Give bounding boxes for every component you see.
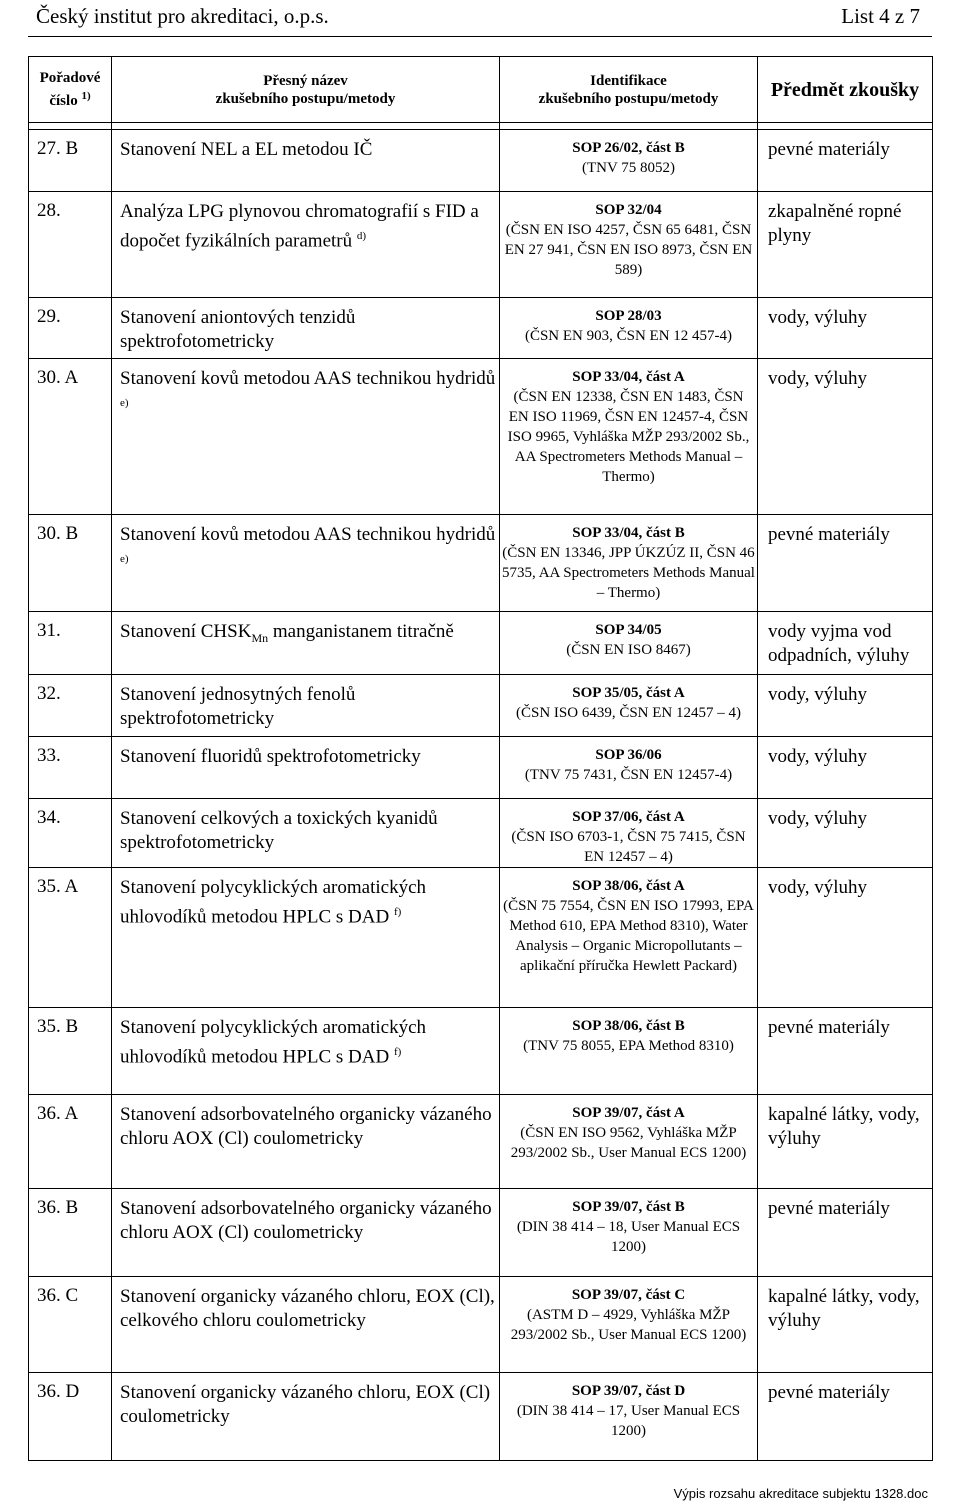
method-identification — [500, 192, 758, 298]
table-row — [29, 737, 933, 799]
method-name: Stanovení polycyklických aromatických uhlovodíků metodou HPLC s DAD $^{f)}$ — [112, 1008, 500, 1095]
method-name: Stanovení NEL a EL metodou IČ — [112, 130, 500, 192]
method-identification — [500, 130, 758, 192]
table-row — [29, 612, 933, 675]
method-name: Stanovení fluoridů spektrofotometricky — [112, 737, 500, 799]
standard-references: (ČSN 75 7554, ČSN EN ISO 17993, EPA Method 610, EPA Method 8310), Water Analysis – Organic Micropollutants – aplikační příručka Hewlett Packard) — [503, 898, 754, 974]
footer-doc-name: Výpis rozsahu akreditace subjektu 1328.doc — [673, 1486, 928, 1501]
row-number: 33. — [29, 737, 112, 799]
sop-code: SOP 33/04, část A — [572, 369, 685, 385]
col-header-subject: Předmět zkoušky — [758, 57, 933, 123]
method-name: Stanovení organicky vázaného chloru, EOX (Cl) coulometricky — [112, 1373, 500, 1461]
test-subject: pevné materiály — [758, 1373, 933, 1461]
row-number: 31. — [29, 612, 112, 675]
standard-references: (ASTM D – 4929, Vyhláška MŽP 293/2002 Sb., User Manual ECS 1200) — [510, 1307, 747, 1343]
row-number: 34. — [29, 799, 112, 868]
method-name: Analýza LPG plynovou chromatografií s FID a dopočet fyzikálních parametrů $^{d)}$ — [112, 192, 500, 298]
standard-references: (ČSN EN 12338, ČSN EN 1483, ČSN EN ISO 11969, ČSN EN 12457-4, ČSN ISO 9965, Vyhláška MŽP 293/2002 Sb., AA Spectrometers Methods Manual – Thermo) — [507, 389, 750, 485]
method-name: Stanovení kovů metodou AAS technikou hydridů $^{e)}$ — [112, 359, 500, 515]
method-name: Stanovení adsorbovatelného organicky vázaného chloru AOX (Cl) coulometricky — [112, 1189, 500, 1277]
sop-code: SOP 28/03 — [595, 308, 662, 324]
table-header-row — [29, 57, 933, 123]
method-name: Stanovení aniontových tenzidů spektrofotometricky — [112, 298, 500, 359]
test-subject: vody, výluhy — [758, 675, 933, 737]
method-identification — [500, 868, 758, 1008]
test-subject: pevné materiály — [758, 1008, 933, 1095]
test-subject: vody, výluhy — [758, 799, 933, 868]
row-number: 30. A — [29, 359, 112, 515]
col-header-name: Přesný název zkušebního postupu/metody — [112, 57, 500, 123]
sop-code: SOP 36/06 — [595, 747, 662, 763]
sop-code: SOP 38/06, část B — [572, 1018, 685, 1034]
row-number: 30. B — [29, 515, 112, 612]
table-row — [29, 298, 933, 359]
test-subject: kapalné látky, vody, výluhy — [758, 1095, 933, 1189]
table-row — [29, 1189, 933, 1277]
standard-references: (DIN 38 414 – 18, User Manual ECS 1200) — [516, 1219, 741, 1255]
test-subject: pevné materiály — [758, 515, 933, 612]
test-subject: vody, výluhy — [758, 868, 933, 1008]
standard-references: (ČSN ISO 6703-1, ČSN 75 7415, ČSN EN 12457 – 4) — [511, 829, 746, 865]
test-subject: zkapalněné ropné plyny — [758, 192, 933, 298]
method-identification — [500, 737, 758, 799]
test-subject: vody, výluhy — [758, 298, 933, 359]
row-number: 35. B — [29, 1008, 112, 1095]
row-number: 36. B — [29, 1189, 112, 1277]
row-number: 29. — [29, 298, 112, 359]
test-subject: pevné materiály — [758, 130, 933, 192]
method-name: Stanovení kovů metodou AAS technikou hydridů $^{e)}$ — [112, 515, 500, 612]
method-identification — [500, 612, 758, 675]
row-number: 36. A — [29, 1095, 112, 1189]
sop-code: SOP 34/05 — [595, 622, 662, 638]
table-row — [29, 1373, 933, 1461]
method-identification — [500, 799, 758, 868]
method-name: Stanovení organicky vázaného chloru, EOX (Cl), celkového chloru coulometricky — [112, 1277, 500, 1373]
sop-code: SOP 35/05, část A — [572, 685, 685, 701]
method-identification — [500, 1189, 758, 1277]
method-name: Stanovení polycyklických aromatických uhlovodíků metodou HPLC s DAD $^{f)}$ — [112, 868, 500, 1008]
sop-code: SOP 39/07, část D — [571, 1383, 686, 1399]
page-indicator: List 4 z 7 — [841, 4, 920, 28]
method-identification — [500, 1277, 758, 1373]
row-number: 28. — [29, 192, 112, 298]
standard-references: (TNV 75 8052) — [581, 160, 676, 176]
footnote-marker: d) — [356, 230, 367, 242]
standard-references: (ČSN EN 903, ČSN EN 12 457-4) — [524, 328, 733, 344]
row-number: 36. D — [29, 1373, 112, 1461]
table-row — [29, 799, 933, 868]
test-subject: kapalné látky, vody, výluhy — [758, 1277, 933, 1373]
table-row — [29, 1095, 933, 1189]
footnote-marker: f) — [393, 906, 402, 918]
standard-references: (ČSN EN ISO 9562, Vyhláška MŽP 293/2002 Sb., User Manual ECS 1200) — [510, 1125, 747, 1161]
standard-references: (TNV 75 8055, EPA Method 8310) — [523, 1038, 734, 1054]
row-number: 36. C — [29, 1277, 112, 1373]
method-name: Stanovení jednosytných fenolů spektrofotometricky — [112, 675, 500, 737]
method-name: Stanovení $CHSK_{Mn}$ manganistanem titračně — [112, 612, 500, 675]
table-row — [29, 130, 933, 192]
method-identification — [500, 359, 758, 515]
table-row — [29, 192, 933, 298]
method-identification — [500, 675, 758, 737]
row-number: 35. A — [29, 868, 112, 1008]
row-number: 27. B — [29, 130, 112, 192]
test-subject: vody, výluhy — [758, 737, 933, 799]
sop-code: SOP 38/06, část A — [572, 878, 685, 894]
sop-code: SOP 32/04 — [595, 202, 662, 218]
table-row — [29, 515, 933, 612]
sop-code: SOP 37/06, část A — [572, 809, 685, 825]
table-row — [29, 868, 933, 1008]
institute-name: Český institut pro akreditaci, o.p.s. — [36, 4, 329, 28]
sop-code: SOP 39/07, část C — [571, 1287, 686, 1303]
table-row — [29, 359, 933, 515]
accreditation-table — [28, 56, 933, 1461]
method-identification — [500, 298, 758, 359]
test-subject: pevné materiály — [758, 1189, 933, 1277]
test-subject: vody, výluhy — [758, 359, 933, 515]
standard-references: (ČSN EN ISO 8467) — [566, 642, 691, 658]
footnote-marker: e) — [120, 553, 129, 565]
standard-references: (ČSN EN 13346, JPP ÚKZÚZ II, ČSN 46 5735, AA Spectrometers Methods Manual – Thermo) — [502, 545, 755, 601]
method-identification — [500, 515, 758, 612]
sop-code: SOP 26/02, část B — [572, 140, 685, 156]
table-row — [29, 1277, 933, 1373]
footnote-marker: f) — [393, 1046, 402, 1058]
method-identification — [500, 1095, 758, 1189]
sop-code: SOP 33/04, část B — [572, 525, 685, 541]
col-header-number: Pořadové číslo $^{1)}$ — [29, 57, 112, 123]
method-name: Stanovení celkových a toxických kyanidů spektrofotometricky — [112, 799, 500, 868]
row-number: 32. — [29, 675, 112, 737]
test-subject: vody vyjma vod odpadních, výluhy — [758, 612, 933, 675]
sop-code: SOP 39/07, část A — [572, 1105, 685, 1121]
footnote-marker: e) — [120, 397, 129, 409]
sop-code: SOP 39/07, část B — [572, 1199, 685, 1215]
table-row — [29, 675, 933, 737]
standard-references: (ČSN ISO 6439, ČSN EN 12457 – 4) — [515, 705, 741, 721]
method-identification — [500, 1008, 758, 1095]
header-divider — [28, 36, 932, 37]
table-row — [29, 1008, 933, 1095]
method-name: Stanovení adsorbovatelného organicky vázaného chloru AOX (Cl) coulometricky — [112, 1095, 500, 1189]
col-header-identification: Identifikace zkušebního postupu/metody — [500, 57, 758, 123]
method-identification — [500, 1373, 758, 1461]
standard-references: (ČSN EN ISO 4257, ČSN 65 6481, ČSN EN 27 941, ČSN EN ISO 8973, ČSN EN 589) — [504, 222, 753, 278]
standard-references: (DIN 38 414 – 17, User Manual ECS 1200) — [516, 1403, 741, 1439]
standard-references: (TNV 75 7431, ČSN EN 12457-4) — [524, 767, 733, 783]
